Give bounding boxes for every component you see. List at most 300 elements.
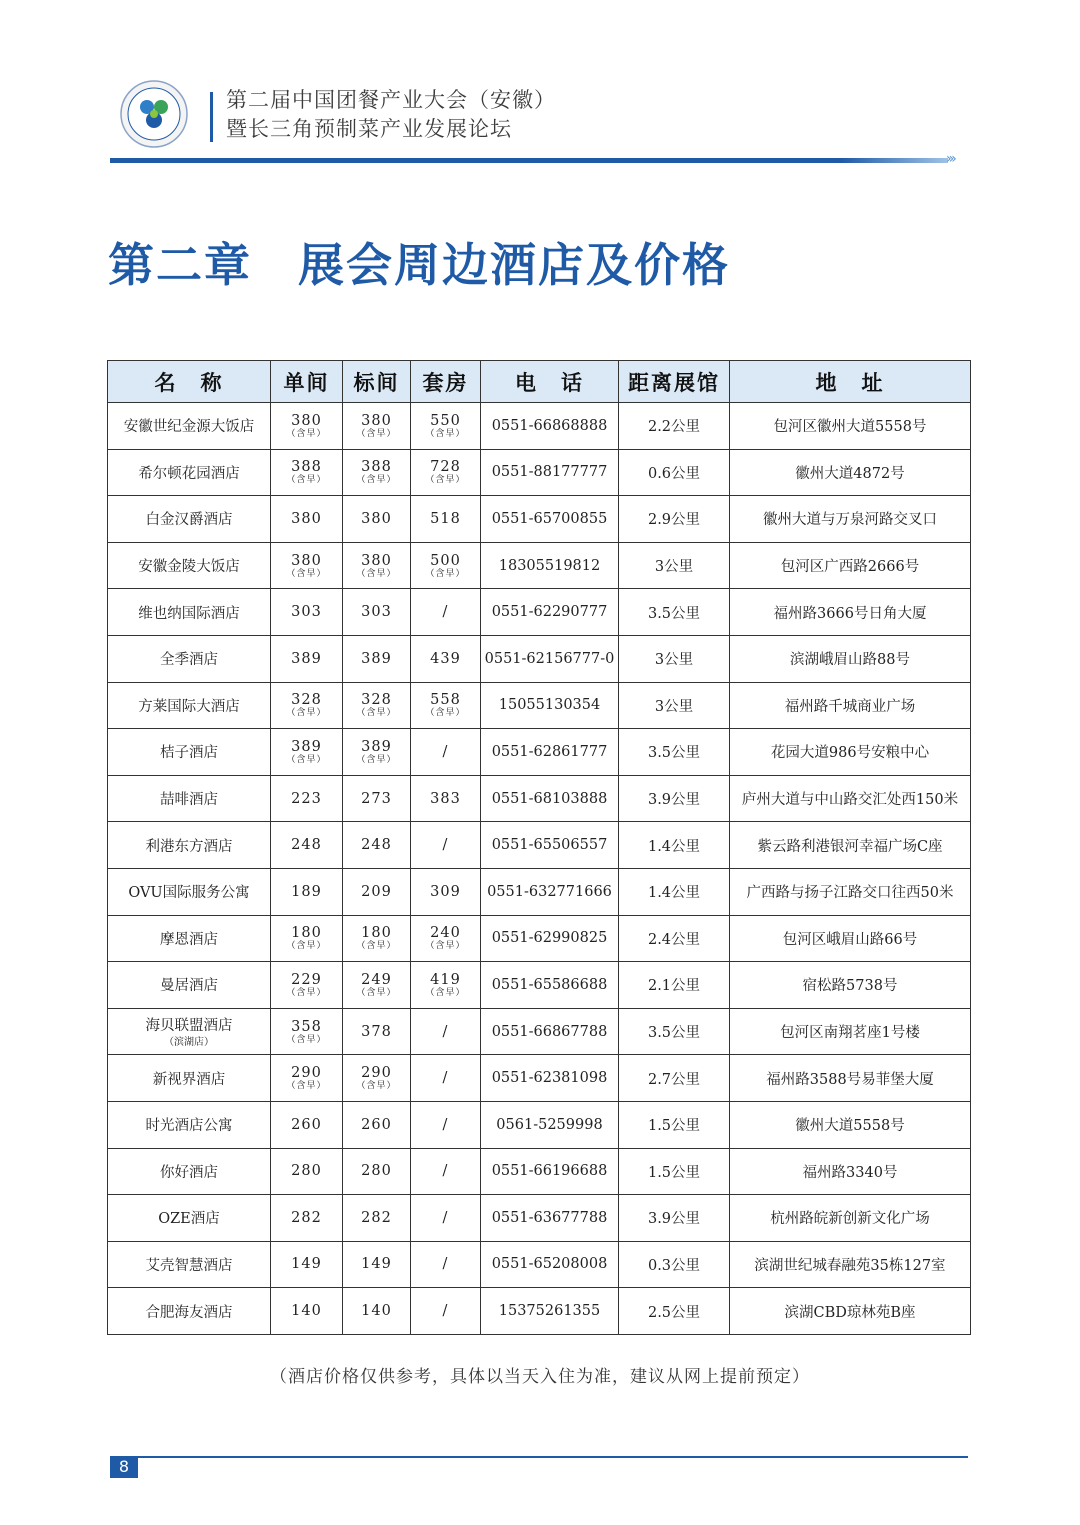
suite-price-cell (411, 449, 481, 496)
hotel-name-cell (108, 1008, 271, 1055)
phone-cell (481, 1055, 619, 1102)
phone-cell-value: 0551-62990825 (491, 930, 608, 947)
phone-cell (481, 1148, 619, 1195)
suite-price-cell (411, 775, 481, 822)
single-price-cell (271, 1195, 343, 1242)
distance-cell-value: 3.5公里 (647, 605, 701, 622)
phone-cell-value: 0551-66196688 (491, 1163, 608, 1180)
suite-price-cell-value: / (442, 1070, 449, 1087)
twin-price-cell (343, 496, 411, 543)
hotel-name-cell (108, 915, 271, 962)
address-cell-value: 福州路千城商业广场 (784, 698, 916, 715)
phone-cell-value: 0551-68103888 (491, 790, 608, 807)
table-row (108, 403, 971, 450)
phone-cell (481, 729, 619, 776)
single-price-cell-value: 282 (291, 1209, 322, 1226)
single-price-cell (271, 542, 343, 589)
column-header-twin: 标间 (343, 361, 411, 403)
hotel-name-cell (108, 868, 271, 915)
distance-cell-value: 3公里 (654, 652, 694, 669)
suite-price-cell (411, 1055, 481, 1102)
suite-price-cell-value: / (442, 1116, 449, 1133)
phone-cell (481, 496, 619, 543)
twin-price-cell-value: 249 (361, 971, 392, 988)
suite-price-cell (411, 868, 481, 915)
address-cell-value: 福州路3588号易菲堡大厦 (766, 1071, 934, 1088)
single-price-cell-value: 380 (291, 552, 322, 569)
phone-cell (481, 403, 619, 450)
address-cell (730, 962, 971, 1009)
single-price-cell-value: 389 (291, 650, 322, 667)
phone-cell-value: 0551-62156777-0 (484, 650, 615, 667)
suite-price-cell-value: / (442, 1303, 449, 1320)
phone-cell-value: 0551-632771666 (487, 883, 612, 900)
twin-price-cell (343, 1101, 411, 1148)
phone-cell (481, 589, 619, 636)
address-cell (730, 403, 971, 450)
hotel-name-cell-value: 时光酒店公寓 (145, 1118, 233, 1135)
phone-cell-value: 0551-65506557 (491, 837, 608, 854)
single-price-cell-value: 260 (291, 1116, 322, 1133)
distance-cell-value: 3.5公里 (647, 1025, 701, 1042)
twin-price-cell-value: 290 (361, 1065, 392, 1082)
phone-cell (481, 822, 619, 869)
suite-price-cell-note: （含早） (425, 708, 466, 719)
single-price-cell (271, 962, 343, 1009)
table-row (108, 729, 971, 776)
distance-cell-value: 0.3公里 (647, 1257, 701, 1274)
single-price-cell (271, 1241, 343, 1288)
single-price-cell-value: 389 (291, 738, 322, 755)
table-row (108, 1008, 971, 1055)
chevron-right-icon: ››› (946, 151, 954, 167)
suite-price-cell (411, 1288, 481, 1335)
twin-price-cell (343, 729, 411, 776)
hotel-name-cell (108, 1055, 271, 1102)
twin-price-cell (343, 1195, 411, 1242)
phone-cell-value: 0551-66868888 (491, 417, 608, 434)
twin-price-cell-value: 260 (361, 1116, 392, 1133)
single-price-cell (271, 915, 343, 962)
suite-price-cell (411, 542, 481, 589)
single-price-cell-value: 180 (291, 925, 322, 942)
twin-price-cell-value: 328 (361, 692, 392, 709)
hotel-name-cell-value: 曼居酒店 (160, 978, 218, 995)
twin-price-cell (343, 822, 411, 869)
twin-price-cell (343, 915, 411, 962)
address-cell (730, 915, 971, 962)
suite-price-cell-note: （含早） (425, 475, 466, 486)
distance-cell (619, 775, 730, 822)
suite-price-cell (411, 1148, 481, 1195)
twin-price-cell-value: 388 (361, 459, 392, 476)
address-cell-value: 杭州路皖新创新文化广场 (770, 1211, 930, 1228)
twin-price-cell (343, 635, 411, 682)
single-price-cell-note: （含早） (286, 1034, 327, 1045)
twin-price-cell-value: 280 (361, 1163, 392, 1180)
header-divider (210, 92, 213, 142)
single-price-cell-value: 380 (291, 510, 322, 527)
header-title-line1: 第二届中国团餐产业大会（安徽） (226, 88, 556, 112)
single-price-cell-value: 290 (291, 1065, 322, 1082)
suite-price-cell-value: / (442, 1023, 449, 1040)
hotel-name-cell (108, 1288, 271, 1335)
hotel-name-cell (108, 1101, 271, 1148)
table-row (108, 682, 971, 729)
distance-cell (619, 1241, 730, 1288)
phone-cell (481, 962, 619, 1009)
single-price-cell-value: 223 (291, 790, 322, 807)
suite-price-cell-value: 439 (430, 650, 461, 667)
phone-cell-value: 18305519812 (498, 557, 601, 574)
single-price-cell-value: 303 (291, 604, 322, 621)
hotel-name-cell-value: 希尔顿花园酒店 (138, 465, 240, 482)
hotel-name-cell-note: （滨湖店） (164, 1037, 214, 1049)
hotel-price-table (107, 360, 971, 1335)
single-price-cell (271, 822, 343, 869)
address-cell (730, 589, 971, 636)
single-price-cell-value: 189 (291, 883, 322, 900)
hotel-name-cell-value: 新视界酒店 (152, 1071, 226, 1088)
table-row (108, 822, 971, 869)
twin-price-cell-note: （含早） (356, 708, 397, 719)
table-row (108, 542, 971, 589)
association-emblem-icon (119, 79, 189, 149)
single-price-cell (271, 1148, 343, 1195)
suite-price-cell (411, 729, 481, 776)
hotel-name-cell-value: 你好酒店 (160, 1164, 218, 1181)
hotel-name-cell (108, 1195, 271, 1242)
twin-price-cell-value: 209 (361, 883, 392, 900)
twin-price-cell-note: （含早） (356, 754, 397, 765)
distance-cell (619, 496, 730, 543)
address-cell-value: 广西路与扬子江路交口往西50米 (746, 885, 954, 902)
table-row (108, 635, 971, 682)
twin-price-cell (343, 682, 411, 729)
phone-cell-value: 15055130354 (498, 697, 601, 714)
suite-price-cell-value: / (442, 1209, 449, 1226)
distance-cell-value: 1.5公里 (647, 1164, 701, 1181)
suite-price-cell-value: 728 (430, 459, 461, 476)
distance-cell-value: 2.5公里 (647, 1304, 701, 1321)
address-cell-value: 滨湖峨眉山路88号 (790, 652, 910, 669)
single-price-cell-value: 280 (291, 1163, 322, 1180)
twin-price-cell (343, 775, 411, 822)
address-cell (730, 1008, 971, 1055)
single-price-cell-value: 140 (291, 1303, 322, 1320)
address-cell (730, 729, 971, 776)
table-row (108, 1195, 971, 1242)
phone-cell (481, 635, 619, 682)
single-price-cell (271, 1101, 343, 1148)
single-price-cell-note: （含早） (286, 987, 327, 998)
suite-price-cell-value: / (442, 1256, 449, 1273)
single-price-cell-value: 388 (291, 459, 322, 476)
address-cell (730, 682, 971, 729)
phone-cell (481, 1008, 619, 1055)
distance-cell (619, 403, 730, 450)
hotel-name-cell-value: 安徽金陵大饭店 (138, 559, 240, 576)
table-header-row (108, 361, 971, 403)
phone-cell (481, 775, 619, 822)
address-cell-value: 包河区峨眉山路66号 (782, 931, 918, 948)
phone-cell-value: 0551-65586688 (491, 976, 608, 993)
address-cell-value: 包河区徽州大道5558号 (773, 419, 927, 436)
distance-cell-value: 2.9公里 (647, 512, 701, 529)
table-row (108, 1055, 971, 1102)
distance-cell (619, 589, 730, 636)
hotel-name-cell-value: 方莱国际大酒店 (138, 698, 240, 715)
suite-price-cell (411, 496, 481, 543)
phone-cell (481, 1101, 619, 1148)
twin-price-cell (343, 1148, 411, 1195)
distance-cell-value: 3.9公里 (647, 1211, 701, 1228)
table-row (108, 496, 971, 543)
hotel-name-cell-value: 海贝联盟酒店 (145, 1018, 233, 1035)
hotel-name-cell-value: 艾壳智慧酒店 (145, 1257, 233, 1274)
column-header-phone: 电 话 (481, 361, 619, 403)
address-cell (730, 1148, 971, 1195)
twin-price-cell-value: 180 (361, 925, 392, 942)
column-header-address: 地 址 (730, 361, 971, 403)
hotel-name-cell-value: 摩恩酒店 (160, 931, 218, 948)
address-cell (730, 449, 971, 496)
twin-price-cell-note: （含早） (356, 475, 397, 486)
address-cell (730, 775, 971, 822)
distance-cell-value: 1.4公里 (647, 838, 701, 855)
hotel-name-cell (108, 775, 271, 822)
twin-price-cell-value: 380 (361, 510, 392, 527)
twin-price-cell (343, 1241, 411, 1288)
single-price-cell-note: （含早） (286, 475, 327, 486)
twin-price-cell-note: （含早） (356, 941, 397, 952)
header-title (226, 86, 556, 144)
hotel-name-cell (108, 542, 271, 589)
single-price-cell (271, 868, 343, 915)
single-price-cell (271, 1055, 343, 1102)
distance-cell (619, 1195, 730, 1242)
column-header-name: 名 称 (108, 361, 271, 403)
hotel-name-cell-value: 维也纳国际酒店 (138, 605, 240, 622)
phone-cell (481, 449, 619, 496)
address-cell (730, 1288, 971, 1335)
single-price-cell (271, 775, 343, 822)
hotel-name-cell (108, 682, 271, 729)
phone-cell-value: 0551-62381098 (491, 1070, 608, 1087)
table-row (108, 868, 971, 915)
single-price-cell (271, 403, 343, 450)
address-cell (730, 496, 971, 543)
single-price-cell-note: （含早） (286, 941, 327, 952)
phone-cell-value: 0551-63677788 (491, 1209, 608, 1226)
suite-price-cell-note: （含早） (425, 568, 466, 579)
twin-price-cell-value: 149 (361, 1256, 392, 1273)
address-cell-value: 滨湖CBD琼林苑B座 (784, 1304, 916, 1321)
twin-price-cell-value: 248 (361, 837, 392, 854)
single-price-cell-value: 328 (291, 692, 322, 709)
address-cell-value: 福州路3340号 (802, 1164, 898, 1181)
address-cell (730, 822, 971, 869)
hotel-name-cell (108, 822, 271, 869)
single-price-cell-note: （含早） (286, 708, 327, 719)
phone-cell (481, 868, 619, 915)
twin-price-cell-value: 389 (361, 650, 392, 667)
address-cell-value: 花园大道986号安粮中心 (770, 745, 930, 762)
column-header-single: 单间 (271, 361, 343, 403)
table-row (108, 775, 971, 822)
hotel-name-cell (108, 589, 271, 636)
phone-cell-value: 0551-65208008 (491, 1256, 608, 1273)
distance-cell (619, 682, 730, 729)
single-price-cell-value: 248 (291, 837, 322, 854)
table-row (108, 1288, 971, 1335)
address-cell-value: 庐州大道与中山路交汇处西150米 (741, 792, 959, 809)
hotel-name-cell (108, 1148, 271, 1195)
distance-cell-value: 2.7公里 (647, 1071, 701, 1088)
suite-price-cell-note: （含早） (425, 987, 466, 998)
single-price-cell-note: （含早） (286, 568, 327, 579)
suite-price-cell-value: 240 (430, 925, 461, 942)
hotel-name-cell-value: 全季酒店 (160, 652, 218, 669)
twin-price-cell (343, 1055, 411, 1102)
distance-cell (619, 915, 730, 962)
suite-price-cell (411, 1101, 481, 1148)
address-cell (730, 635, 971, 682)
twin-price-cell-note: （含早） (356, 428, 397, 439)
hotel-name-cell-value: 合肥海友酒店 (145, 1304, 233, 1321)
phone-cell-value: 15375261355 (498, 1303, 601, 1320)
phone-cell-value: 0551-88177777 (491, 464, 608, 481)
distance-cell (619, 449, 730, 496)
hotel-name-cell-value: OZE酒店 (158, 1211, 220, 1228)
table-body (108, 403, 971, 1335)
column-header-distance: 距离展馆 (619, 361, 730, 403)
distance-cell (619, 822, 730, 869)
hotel-name-cell-value: 白金汉爵酒店 (145, 512, 233, 529)
twin-price-cell-value: 380 (361, 412, 392, 429)
phone-cell (481, 1241, 619, 1288)
distance-cell-value: 2.4公里 (647, 931, 701, 948)
distance-cell (619, 1008, 730, 1055)
phone-cell-value: 0551-62861777 (491, 743, 608, 760)
suite-price-cell-value: / (442, 837, 449, 854)
twin-price-cell (343, 868, 411, 915)
single-price-cell (271, 635, 343, 682)
footer-rule (138, 1456, 968, 1458)
single-price-cell-value: 380 (291, 412, 322, 429)
twin-price-cell-value: 303 (361, 604, 392, 621)
address-cell (730, 1195, 971, 1242)
suite-price-cell (411, 1241, 481, 1288)
address-cell (730, 1101, 971, 1148)
hotel-name-cell (108, 449, 271, 496)
page-title (108, 229, 730, 295)
suite-price-cell (411, 1195, 481, 1242)
hotel-name-cell-value: 利港东方酒店 (145, 838, 233, 855)
suite-price-cell-value: 558 (430, 692, 461, 709)
twin-price-cell (343, 449, 411, 496)
phone-cell (481, 542, 619, 589)
hotel-name-cell-value: 桔子酒店 (160, 745, 218, 762)
address-cell (730, 1055, 971, 1102)
hotel-name-cell-value: OVU国际服务公寓 (128, 885, 250, 902)
twin-price-cell-value: 273 (361, 790, 392, 807)
chapter-title: 展会周边酒店及价格 (298, 238, 730, 292)
address-cell-value: 包河区南翔茗座1号楼 (780, 1025, 920, 1042)
page-number: 8 (110, 1456, 138, 1478)
suite-price-cell-value: / (442, 743, 449, 760)
hotel-name-cell (108, 962, 271, 1009)
header-rule (110, 158, 840, 163)
single-price-cell (271, 589, 343, 636)
twin-price-cell-value: 378 (361, 1023, 392, 1040)
suite-price-cell (411, 915, 481, 962)
hotel-name-cell (108, 403, 271, 450)
address-cell-value: 紫云路利港银河幸福广场C座 (757, 838, 943, 855)
distance-cell (619, 868, 730, 915)
distance-cell-value: 1.4公里 (647, 885, 701, 902)
twin-price-cell-value: 380 (361, 552, 392, 569)
single-price-cell (271, 1008, 343, 1055)
table-row (108, 589, 971, 636)
distance-cell (619, 1101, 730, 1148)
distance-cell-value: 3.9公里 (647, 792, 701, 809)
distance-cell-value: 2.1公里 (647, 978, 701, 995)
single-price-cell (271, 1288, 343, 1335)
table-row (108, 915, 971, 962)
address-cell (730, 1241, 971, 1288)
suite-price-cell-value: 550 (430, 412, 461, 429)
phone-cell-value: 0551-66867788 (491, 1023, 608, 1040)
twin-price-cell (343, 1288, 411, 1335)
distance-cell (619, 635, 730, 682)
distance-cell-value: 1.5公里 (647, 1118, 701, 1135)
address-cell-value: 包河区广西路2666号 (780, 559, 920, 576)
single-price-cell (271, 729, 343, 776)
single-price-cell-note: （含早） (286, 1081, 327, 1092)
distance-cell (619, 1055, 730, 1102)
address-cell-value: 宿松路5738号 (802, 978, 898, 995)
header-title-line2: 暨长三角预制菜产业发展论坛 (226, 117, 512, 141)
phone-cell (481, 682, 619, 729)
suite-price-cell-value: 419 (430, 971, 461, 988)
address-cell-value: 徽州大道5558号 (795, 1118, 905, 1135)
address-cell-value: 福州路3666号日角大厦 (773, 605, 927, 622)
address-cell-value: 徽州大道4872号 (795, 465, 905, 482)
single-price-cell-value: 229 (291, 971, 322, 988)
table-row (108, 449, 971, 496)
distance-cell (619, 1288, 730, 1335)
address-cell (730, 868, 971, 915)
hotel-name-cell-value: 安徽世纪金源大饭店 (123, 419, 255, 436)
suite-price-cell (411, 403, 481, 450)
chapter-number: 第二章 (108, 238, 252, 292)
single-price-cell-note: （含早） (286, 428, 327, 439)
phone-cell (481, 1288, 619, 1335)
suite-price-cell-value: / (442, 1163, 449, 1180)
suite-price-cell (411, 682, 481, 729)
twin-price-cell-note: （含早） (356, 568, 397, 579)
single-price-cell-note: （含早） (286, 754, 327, 765)
phone-cell (481, 915, 619, 962)
phone-cell-value: 0551-65700855 (491, 510, 608, 527)
single-price-cell-value: 149 (291, 1256, 322, 1273)
table-row (108, 1241, 971, 1288)
distance-cell-value: 2.2公里 (647, 419, 701, 436)
distance-cell-value: 3.5公里 (647, 745, 701, 762)
twin-price-cell (343, 403, 411, 450)
address-cell (730, 542, 971, 589)
